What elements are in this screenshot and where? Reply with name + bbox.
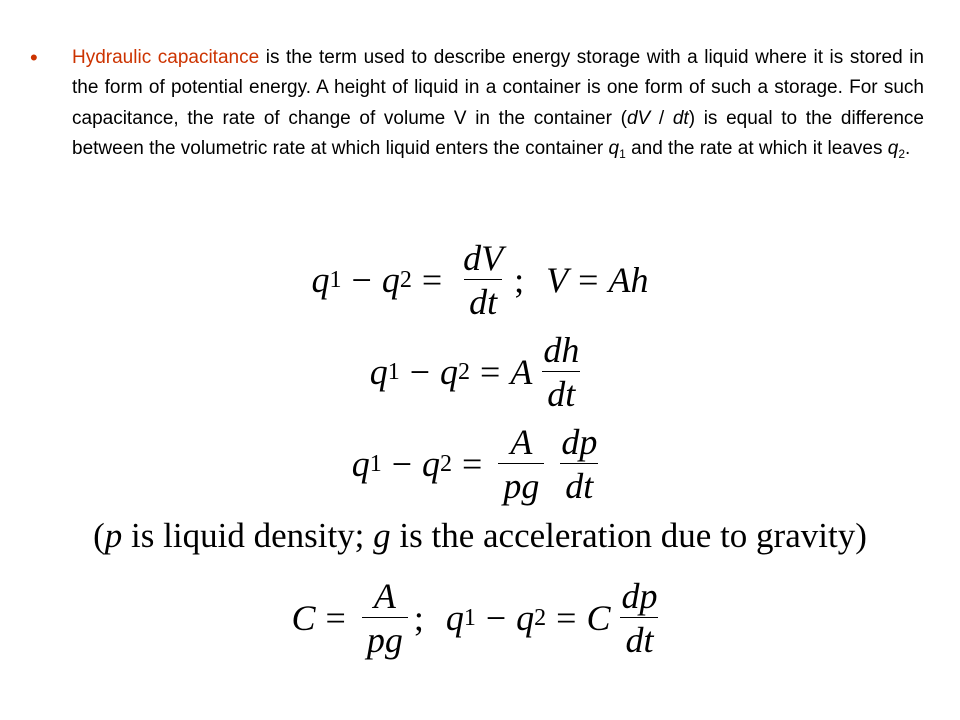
paragraph-q1: q <box>608 137 620 159</box>
eq1-numerator: dV <box>463 238 504 278</box>
note-text-2: is the acceleration due to gravity) <box>390 516 867 555</box>
eq1-h: h <box>630 260 649 300</box>
eq1-denominator: dt <box>464 279 502 320</box>
note-open-paren: ( <box>93 516 105 555</box>
note-g: g <box>373 516 391 555</box>
eq1-a: A <box>608 260 631 300</box>
equation-capacitance: C = $\frac{A}{pg}$ ; q 1 − q 2 = C $\frac{dp}{dt}$ <box>0 578 960 658</box>
eq1-fraction <box>458 240 508 320</box>
eq1-separator: ; <box>514 260 525 300</box>
eq3-denominator-1: pg <box>498 463 544 504</box>
eq3-equals: = <box>462 444 483 484</box>
bullet-marker: • <box>30 45 38 70</box>
eq2-q2: q <box>440 352 458 392</box>
paragraph-text-4: . <box>905 137 911 159</box>
eq4-fraction-2 <box>616 578 662 658</box>
eq2-equals: = <box>480 352 501 392</box>
eq4-denominator-1: pg <box>362 617 408 658</box>
highlighted-term: Hydraulic capacitance <box>72 47 260 68</box>
eq4-numerator-2: dp <box>621 576 658 616</box>
eq4-q1: q <box>445 598 464 638</box>
paragraph-dv: dV <box>626 107 651 129</box>
eq4-equals-2: = <box>556 598 577 638</box>
eq1-q2: q <box>381 260 400 300</box>
variables-note <box>0 516 960 556</box>
eq1-v: V <box>546 260 569 300</box>
eq4-c: C <box>291 598 316 638</box>
paragraph-sub-2: 2 <box>898 146 905 161</box>
eq2-q1: q <box>369 352 388 392</box>
note-p: p <box>104 516 123 555</box>
bullet-paragraph <box>72 43 924 164</box>
paragraph-text-2: ) is equal to the difference between the volumetric rate at which liquid enters the container <box>72 107 924 159</box>
paragraph-dt: dt <box>672 107 689 129</box>
eq1-equals-2: = <box>578 260 599 300</box>
eq3-numerator-1: A <box>510 422 533 462</box>
eq3-q2: q <box>422 444 440 484</box>
paragraph-q2: q <box>887 137 899 159</box>
eq4-numerator-1: A <box>373 576 396 616</box>
eq2-minus: − <box>409 352 430 392</box>
eq2-fraction <box>538 332 584 412</box>
paragraph-text-3: and the rate at which it leaves <box>625 137 888 159</box>
eq4-denominator-2: dt <box>620 617 658 658</box>
note-text-1: is liquid density; <box>122 516 374 555</box>
eq3-minus: − <box>391 444 412 484</box>
equation-pressure-rate: q 1 − q 2 = $\frac{A}{pg}$ $\frac{dp}{dt}$ <box>0 424 960 504</box>
eq2-a: A <box>510 352 533 392</box>
paragraph-sub-1: 1 <box>619 146 626 161</box>
eq4-minus: − <box>485 598 507 638</box>
eq2-denominator: dt <box>542 371 580 412</box>
eq4-c-2: C <box>586 598 611 638</box>
equation-volume-rate: q 1 − q 2 = $\frac{dV}{dt}$ ; V = A h <box>311 238 649 322</box>
eq2-numerator: dh <box>543 330 580 370</box>
eq3-denominator-2: dt <box>560 463 598 504</box>
eq1-minus: − <box>351 260 372 300</box>
paragraph-slash: / <box>650 107 673 129</box>
eq3-fraction-1 <box>498 424 544 504</box>
paragraph-text-1: is the term used to describe energy storage with a liquid where it is stored in the form of potential energy. A height of liquid in a container is one form of such a storage. For such capacitance, the rate of change of volume V in the container ( <box>72 47 924 129</box>
equation-height-rate: q 1 − q 2 = A $\frac{dh}{dt}$ <box>0 332 960 412</box>
eq3-q1: q <box>351 444 370 484</box>
eq4-equals: = <box>325 598 346 638</box>
eq4-fraction-1 <box>362 578 408 658</box>
eq3-fraction-2 <box>556 424 602 504</box>
eq3-numerator-2: dp <box>561 422 598 462</box>
eq1-equals: = <box>421 260 443 300</box>
eq4-q2: q <box>516 598 535 638</box>
eq1-q1: q <box>311 260 330 300</box>
eq4-separator: ; <box>413 598 424 638</box>
